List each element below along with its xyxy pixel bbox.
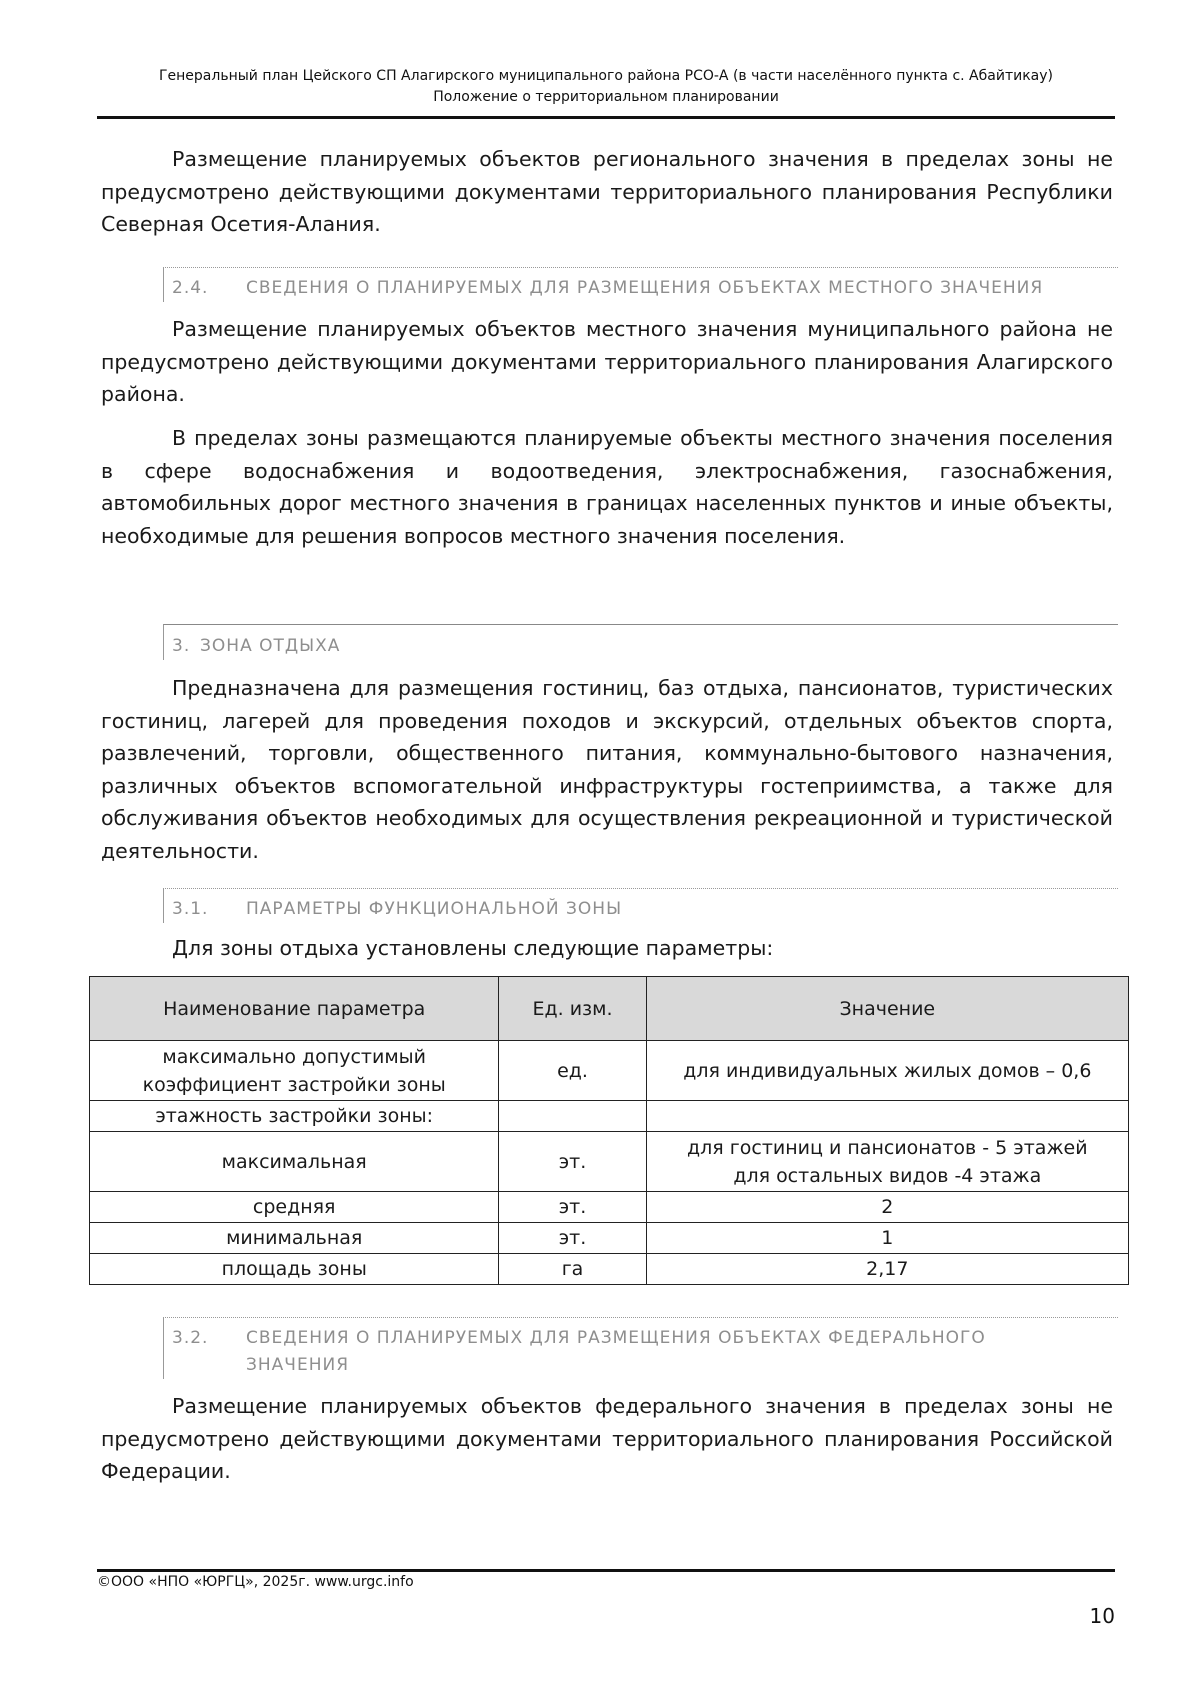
- cell-parameter-name: этажность застройки зоны:: [90, 1101, 499, 1132]
- cell-unit: эт.: [499, 1132, 646, 1192]
- heading-title: СВЕДЕНИЯ О ПЛАНИРУЕМЫХ ДЛЯ РАЗМЕЩЕНИЯ ОБЪЕКТАХ ФЕДЕРАЛЬНОГО ЗНАЧЕНИЯ: [246, 1328, 986, 1375]
- footer-copyright: ©ООО «НПО «ЮРГЦ», 2025г. www.urgc.info: [97, 1574, 414, 1590]
- paragraph-federal-objects: Размещение планируемых объектов федерального значения в пределах зоны не предусмотрено действующими документами территориального планирования Российской Федерации.: [101, 1394, 1113, 1483]
- table-row: [90, 1101, 1129, 1132]
- paragraph-local-district-objects: Размещение планируемых объектов местного значения муниципального района не предусмотрено действующими документами территориального планирования Алагирского района.: [101, 317, 1113, 406]
- heading-3-2: [163, 1317, 1118, 1379]
- paragraph-regional-objects: Размещение планируемых объектов регионального значения в пределах зоны не предусмотрено действующими документами территориального планирования Республики Северная Осетия-Алания.: [101, 147, 1113, 236]
- paragraph-zone-purpose: Предназначена для размещения гостиниц, баз отдыха, пансионатов, туристических гостиниц, лагерей для проведения походов и экскурсий, отдельных объектов спорта, развлечений, торговли, общественного питания, коммунально-бытового назначения, различных объектов вспомогательной инфраструктуры гостеприимства, а также для обслуживания объектов необходимых для осуществления рекреационной и туристической деятельности.: [101, 676, 1113, 863]
- cell-unit: га: [499, 1254, 646, 1285]
- cell-parameter-name: площадь зоны: [90, 1254, 499, 1285]
- header-section-title: Положение о территориальном планировании: [433, 89, 779, 105]
- heading-number: 3.1.: [172, 899, 209, 919]
- table-header-row: [90, 977, 1129, 1041]
- cell-value: [646, 1101, 1128, 1132]
- cell-value: 2: [646, 1192, 1128, 1223]
- footer-rule: [97, 1569, 1115, 1572]
- header-value: Значение: [646, 977, 1128, 1041]
- cell-parameter-name: максимальная: [90, 1132, 499, 1192]
- header-parameter-name: Наименование параметра: [90, 977, 499, 1041]
- heading-number: 3.: [172, 636, 191, 656]
- table-row: [90, 1192, 1129, 1223]
- header-unit: Ед. изм.: [499, 977, 646, 1041]
- heading-title: ЗОНА ОТДЫХА: [200, 636, 341, 656]
- cell-line: коэффициент застройки зоны: [142, 1073, 446, 1096]
- cell-value: [646, 1132, 1128, 1192]
- header-rule: [97, 116, 1115, 119]
- heading-2-4: [163, 267, 1118, 302]
- cell-parameter-name: минимальная: [90, 1223, 499, 1254]
- table-row: [90, 1132, 1129, 1192]
- header-document-title: Генеральный план Цейского СП Алагирского муниципального района РСО-А (в части населённого пункта с. Абайтикау): [159, 68, 1053, 84]
- paragraph-params-intro: Для зоны отдыха установлены следующие параметры:: [172, 936, 774, 960]
- cell-value: для индивидуальных жилых домов – 0,6: [646, 1041, 1128, 1101]
- page-header: [97, 66, 1115, 108]
- paragraph-local-settlement-objects: В пределах зоны размещаются планируемые объекты местного значения поселения в сфере водоснабжения и водоотведения, электроснабжения, газоснабжения, автомобильных дорог местного значения в границах населенных пунктов и иные объекты, необходимые для решения вопросов местного значения поселения.: [101, 426, 1113, 548]
- table-row: [90, 1223, 1129, 1254]
- heading-title: ПАРАМЕТРЫ ФУНКЦИОНАЛЬНОЙ ЗОНЫ: [246, 899, 623, 919]
- heading-number: 2.4.: [172, 278, 209, 298]
- cell-unit: эт.: [499, 1223, 646, 1254]
- page-number: 10: [1089, 1604, 1115, 1628]
- cell-parameter-name: средняя: [90, 1192, 499, 1223]
- cell-unit: ед.: [499, 1041, 646, 1101]
- table-row: [90, 1254, 1129, 1285]
- cell-line: для гостиниц и пансионатов - 5 этажей: [687, 1136, 1088, 1159]
- cell-parameter-name: [90, 1041, 499, 1101]
- cell-value: 1: [646, 1223, 1128, 1254]
- heading-title: СВЕДЕНИЯ О ПЛАНИРУЕМЫХ ДЛЯ РАЗМЕЩЕНИЯ ОБЪЕКТАХ МЕСТНОГО ЗНАЧЕНИЯ: [246, 278, 1044, 298]
- table-row: [90, 1041, 1129, 1101]
- cell-unit: [499, 1101, 646, 1132]
- cell-line: максимально допустимый: [162, 1045, 426, 1068]
- cell-value: 2,17: [646, 1254, 1128, 1285]
- cell-line: для остальных видов -4 этажа: [733, 1164, 1042, 1187]
- zone-parameters-table: [89, 976, 1129, 1285]
- heading-3: [163, 624, 1118, 660]
- heading-3-1: [163, 888, 1118, 923]
- cell-unit: эт.: [499, 1192, 646, 1223]
- heading-number: 3.2.: [172, 1328, 209, 1348]
